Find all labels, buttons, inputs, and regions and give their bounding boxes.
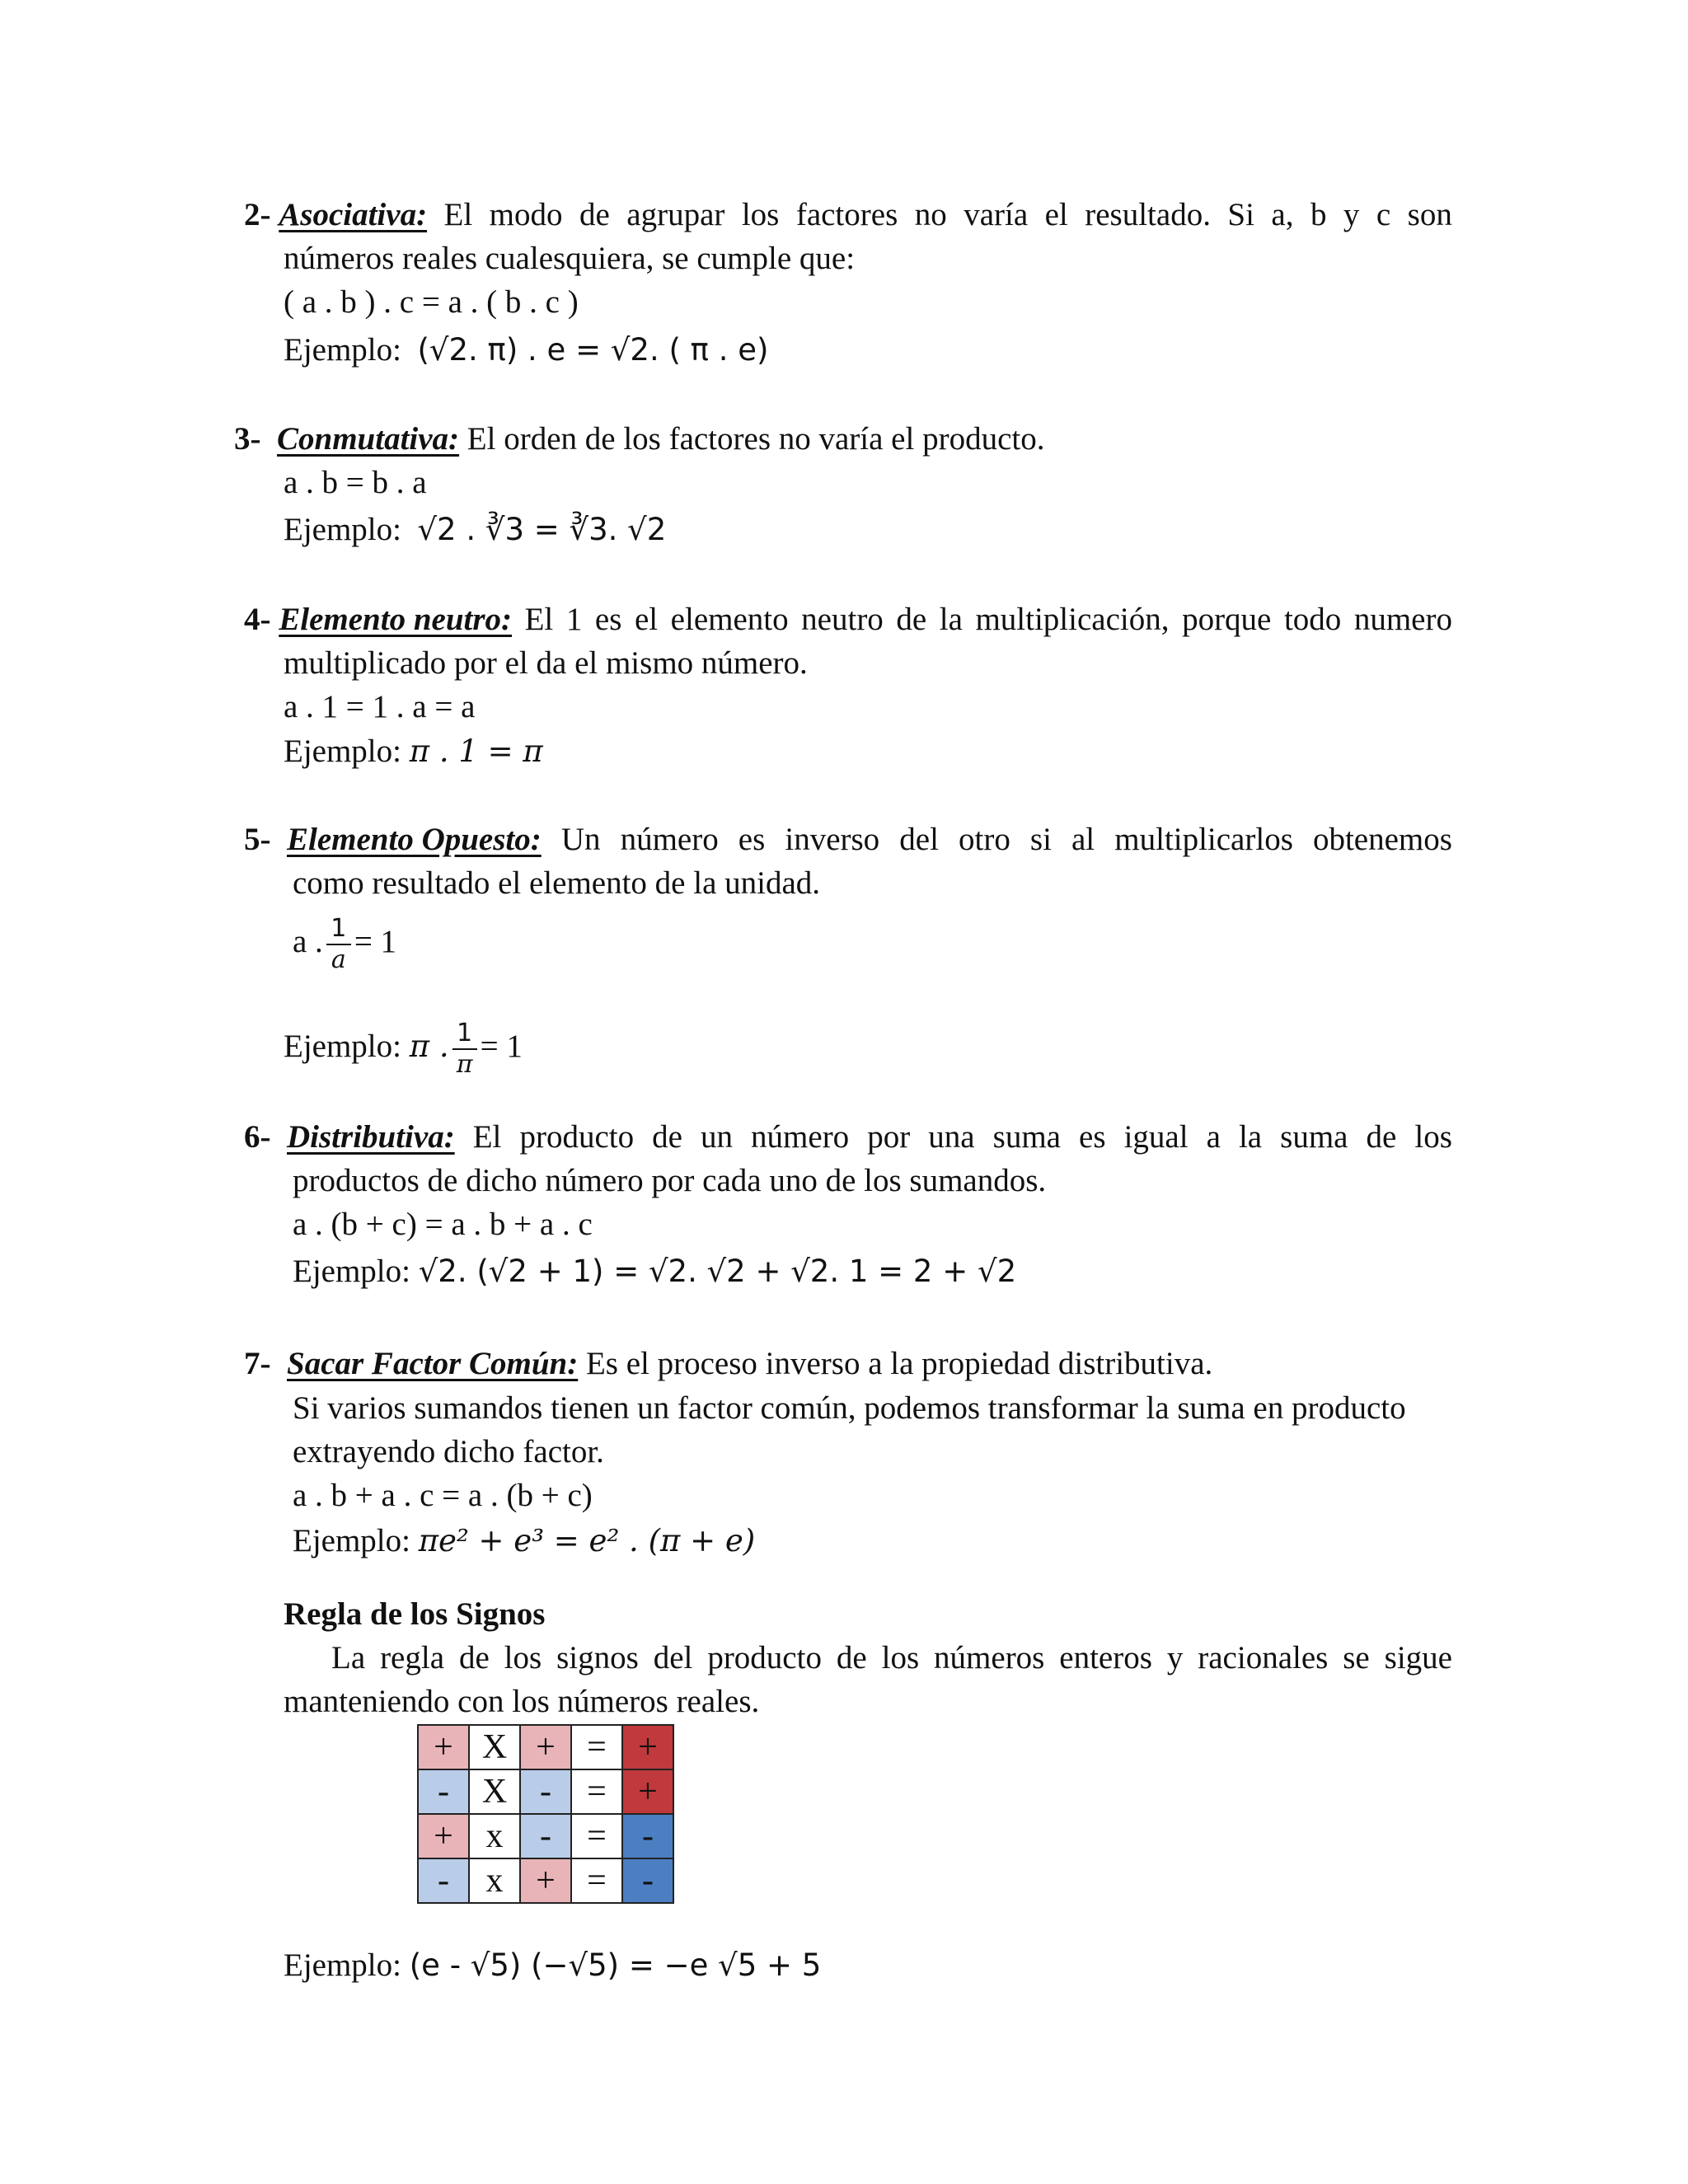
section-heading: Regla de los Signos	[284, 1596, 546, 1632]
table-cell: -	[622, 1814, 673, 1858]
word: son	[1407, 197, 1452, 232]
table-cell: +	[622, 1725, 673, 1769]
word: los	[881, 1640, 920, 1675]
word: un	[701, 1119, 733, 1155]
word: otro	[959, 822, 1010, 857]
property-term: Distributiva:	[287, 1119, 455, 1155]
word: de	[458, 1640, 490, 1675]
item-2-line-1	[244, 194, 1452, 236]
item-number: 4-	[244, 602, 271, 637]
property-term: Sacar Factor Común:	[287, 1346, 579, 1381]
table-cell: -	[622, 1858, 673, 1903]
item-6-lead	[244, 1117, 455, 1158]
table-cell: -	[520, 1769, 571, 1814]
word: es	[738, 822, 766, 857]
fraction-numerator: 1	[331, 914, 347, 944]
word: neutro	[801, 602, 884, 637]
table-row	[418, 1725, 673, 1769]
table-cell: +	[622, 1769, 673, 1814]
item-number: 3-	[234, 421, 261, 457]
word: los	[1414, 1119, 1452, 1155]
word: la	[1238, 1119, 1263, 1155]
word: enteros	[1059, 1640, 1152, 1675]
word: y	[1343, 197, 1360, 232]
signs-paragraph-line-1	[331, 1638, 1452, 1679]
word: no	[914, 197, 947, 232]
fraction	[326, 914, 351, 975]
item-number: 5-	[244, 822, 271, 857]
word: si	[1029, 822, 1052, 857]
word: agrupar	[626, 197, 725, 232]
fraction	[452, 1019, 477, 1080]
table-cell: X	[469, 1725, 520, 1769]
item-5-justified-line	[244, 819, 1452, 860]
fraction-numerator: 1	[457, 1019, 473, 1048]
table-row	[418, 1769, 673, 1814]
table-cell: -	[418, 1858, 469, 1903]
example-math: (√2. π) . e = √2. ( π . e)	[417, 332, 769, 368]
example-math: √2. (√2 + 1) = √2. √2 + √2. 1 = 2 + √2	[418, 1254, 1017, 1289]
item-2-example	[284, 330, 768, 371]
word: del	[899, 822, 939, 857]
item-6-line-1	[244, 1117, 1452, 1158]
example-math: (e - √5) (−√5) = −e √5 + 5	[409, 1947, 822, 1983]
property-term: Elemento neutro:	[279, 602, 513, 637]
example-label: Ejemplo:	[284, 332, 401, 368]
item-5-line-1	[244, 819, 1452, 860]
word: multiplicación,	[975, 602, 1170, 637]
item-2-lead	[244, 194, 427, 236]
word: de	[836, 1640, 867, 1675]
table-cell: x	[469, 1858, 520, 1903]
word: suma	[1280, 1119, 1348, 1155]
item-text: El orden de los factores no varía el producto.	[459, 421, 1045, 457]
item-7-line-3: extrayendo dicho factor.	[293, 1434, 604, 1469]
example-label: Ejemplo:	[284, 512, 401, 547]
word: a,	[1271, 197, 1294, 232]
table-cell: +	[520, 1858, 571, 1903]
item-5-example	[284, 1014, 523, 1080]
word: c	[1376, 197, 1391, 232]
word: signos	[556, 1640, 639, 1675]
word: de	[1366, 1119, 1397, 1155]
word: la	[939, 602, 963, 637]
word: del	[653, 1640, 693, 1675]
word: racionales	[1198, 1640, 1329, 1675]
table-cell: x	[469, 1814, 520, 1858]
item-6-justified-line	[244, 1117, 1452, 1158]
word: número	[751, 1119, 850, 1155]
formula-left: a .	[293, 924, 323, 959]
table-cell: +	[520, 1725, 571, 1769]
word: obtenemos	[1312, 822, 1452, 857]
word: regla	[380, 1640, 445, 1675]
word: suma	[992, 1119, 1061, 1155]
item-7-formula: a . b + a . c = a . (b + c)	[293, 1478, 593, 1513]
word: sigue	[1384, 1640, 1452, 1675]
fraction-denominator: a	[331, 945, 346, 975]
item-3-example	[284, 509, 666, 551]
table-cell: =	[571, 1769, 622, 1814]
word: el	[1044, 197, 1068, 232]
word: multiplicarlos	[1114, 822, 1293, 857]
word: al	[1071, 822, 1095, 857]
table-cell: -	[520, 1814, 571, 1858]
word: modo	[489, 197, 563, 232]
word: de	[652, 1119, 682, 1155]
word: numero	[1353, 602, 1452, 637]
word: 1	[565, 602, 583, 637]
word: porque	[1182, 602, 1272, 637]
signs-example	[284, 1945, 821, 1986]
item-4-justified-line	[244, 599, 1452, 640]
word: inverso	[785, 822, 880, 857]
example-label: Ejemplo:	[284, 1029, 401, 1064]
word: La	[331, 1640, 366, 1675]
table-cell: +	[418, 1814, 469, 1858]
item-5-lead	[244, 819, 542, 860]
table-cell: +	[418, 1725, 469, 1769]
word: igual	[1123, 1119, 1189, 1155]
item-number: 2-	[244, 197, 271, 232]
item-3-formula: a . b = b . a	[284, 465, 427, 500]
signs-paragraph-line-2: manteniendo con los números reales.	[284, 1684, 760, 1719]
table-row	[418, 1814, 673, 1858]
signs-table	[417, 1724, 674, 1904]
word: a	[1206, 1119, 1221, 1155]
table-cell: =	[571, 1814, 622, 1858]
item-2-line-2: números reales cualesquiera, se cumple que:	[284, 241, 856, 276]
word: El	[524, 602, 554, 637]
word: todo	[1283, 602, 1342, 637]
property-term: Conmutativa:	[277, 421, 460, 457]
word: es	[594, 602, 622, 637]
fraction-denominator: π	[456, 1050, 473, 1080]
example-math: √2 . ∛3 = ∛3. √2	[417, 512, 667, 547]
item-7-example	[293, 1521, 755, 1562]
word: factores	[795, 197, 898, 232]
word: y	[1166, 1640, 1184, 1675]
table-cell: X	[469, 1769, 520, 1814]
property-term: Asociativa:	[279, 197, 428, 232]
item-4-lead	[244, 599, 512, 640]
item-4-line-2: multiplicado por el da el mismo número.	[284, 645, 808, 681]
item-6-example	[293, 1251, 1016, 1292]
example-right: = 1	[480, 1029, 523, 1064]
item-6-line-2: productos de dicho número por cada uno de los sumandos.	[293, 1163, 1047, 1198]
word: resultado.	[1085, 197, 1211, 232]
example-left: π .	[409, 1029, 449, 1064]
item-6-formula: a . (b + c) = a . b + a . c	[293, 1207, 593, 1242]
word: de	[579, 197, 610, 232]
word: El	[443, 197, 473, 232]
table-cell: =	[571, 1858, 622, 1903]
item-5-line-2: como resultado el elemento de la unidad.	[293, 865, 821, 901]
word: los	[741, 197, 780, 232]
table-cell: =	[571, 1725, 622, 1769]
word: los	[504, 1640, 542, 1675]
item-number: 6-	[244, 1119, 271, 1155]
word: el	[634, 602, 659, 637]
formula-right: = 1	[354, 924, 397, 959]
word: Si	[1227, 197, 1254, 232]
example-label: Ejemplo:	[284, 733, 401, 769]
item-4-line-1	[244, 599, 1452, 640]
item-2-formula: ( a . b ) . c = a . ( b . c )	[284, 284, 579, 320]
word: de	[896, 602, 927, 637]
example-math: π . 1 = π	[409, 733, 543, 769]
example-label: Ejemplo:	[284, 1947, 401, 1983]
item-text: Es el proceso inverso a la propiedad distributiva.	[578, 1346, 1213, 1381]
example-math: πe² + e³ = e² . (π + e)	[418, 1523, 756, 1558]
item-7-line-1	[244, 1343, 1212, 1385]
word: El	[472, 1119, 502, 1155]
table-cell: -	[418, 1769, 469, 1814]
item-4-example	[284, 731, 543, 772]
item-3-line-1	[234, 419, 1044, 460]
word: producto	[707, 1640, 822, 1675]
signs-justified-line	[331, 1638, 1452, 1679]
example-label: Ejemplo:	[293, 1523, 410, 1558]
table-row	[418, 1858, 673, 1903]
word: producto	[519, 1119, 635, 1155]
item-2-justified-line	[244, 194, 1452, 236]
item-4-formula: a . 1 = 1 . a = a	[284, 689, 476, 724]
word: se	[1343, 1640, 1370, 1675]
word: varía	[964, 197, 1029, 232]
word: número	[620, 822, 719, 857]
word: b	[1310, 197, 1327, 232]
item-number: 7-	[244, 1346, 271, 1381]
word: Un	[560, 822, 601, 857]
item-7-line-2: Si varios sumandos tienen un factor común, podemos transformar la suma en producto	[293, 1390, 1406, 1426]
item-5-formula	[293, 909, 396, 975]
word: por	[867, 1119, 911, 1155]
word: elemento	[670, 602, 789, 637]
word: es	[1079, 1119, 1106, 1155]
example-label: Ejemplo:	[293, 1254, 410, 1289]
word: números	[934, 1640, 1045, 1675]
word: una	[928, 1119, 975, 1155]
property-term: Elemento Opuesto:	[287, 822, 542, 857]
